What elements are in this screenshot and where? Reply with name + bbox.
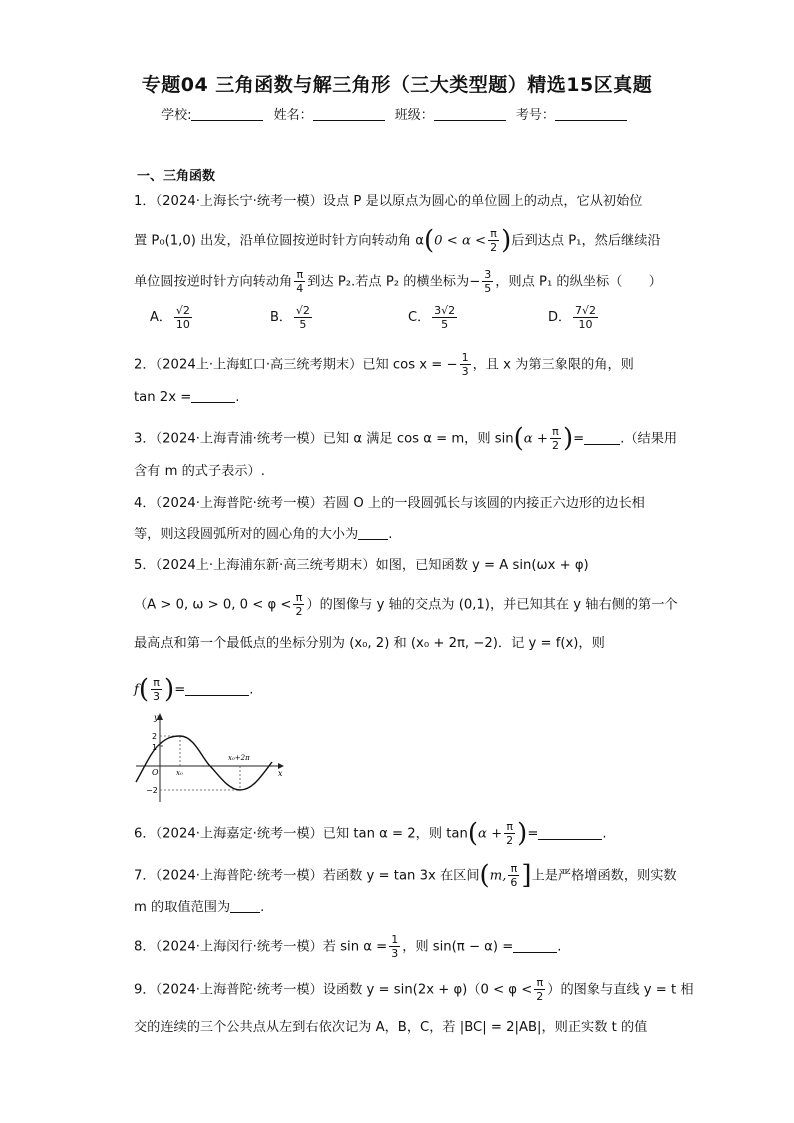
q1-line3: 单位圆按逆时针方向转动角 $\frac{\pi}{4}$ 到达 P₂.若点 P₂ 的横坐标为− $\frac{3}{5}$ ，则点 P₁ 的纵坐标（ ） bbox=[134, 268, 662, 295]
choice-b[interactable]: B． $\frac{√2}{5}$ bbox=[270, 304, 310, 331]
q1-choices bbox=[150, 304, 670, 344]
q7-line1: 7．（2024·上海普陀·统考一模）若函数 y = tan 3x 在区间(m, $\frac{\pi}{6}$ ]上是严格增函数，则实数 bbox=[134, 860, 677, 891]
class-blank[interactable] bbox=[434, 108, 506, 121]
q2-answer-blank[interactable] bbox=[191, 390, 235, 403]
q5-line3: 最高点和第一个最低点的坐标分别为 (x₀, 2) 和 (x₀ + 2π, −2)．记 y = f(x)，则 bbox=[134, 636, 605, 651]
q5-line2: （A > 0, ω > 0, 0 < φ < $\frac{\pi}{2}$ ）的图像与 y 轴的交点为 (0,1)，并已知其在 y 轴右侧的第一个 bbox=[134, 591, 678, 618]
exam-number-label: 考号： bbox=[515, 108, 555, 123]
pi-over-4: $\frac{\pi}{4}$ bbox=[296, 268, 304, 295]
y-tick-neg2: −2 bbox=[146, 786, 158, 795]
q6-answer-blank[interactable] bbox=[538, 827, 602, 840]
section-heading: 一、三角函数 bbox=[137, 169, 216, 184]
q5-line1: 5．（2024上·上海浦东新·高三统考期末）如图，已知函数 y = A sin(ωx + φ) bbox=[134, 558, 589, 573]
q4-line2: 等，则这段圆弧所对的圆心角的大小为 . bbox=[134, 527, 393, 542]
exam-number-blank[interactable] bbox=[555, 108, 627, 121]
school-label: 学校: bbox=[161, 108, 192, 123]
y-tick-1: 1 bbox=[152, 743, 158, 752]
q9-line2: 交的连续的三个公共点从左到右依次记为 A，B，C，若 |BC| = 2|AB|，则正实数 t 的值 bbox=[134, 1020, 648, 1035]
name-blank[interactable] bbox=[313, 108, 385, 121]
three-fifths: $\frac{3}{5}$ bbox=[484, 268, 492, 295]
q2-line2: tan 2x = . bbox=[134, 390, 240, 405]
choice-a[interactable]: A． $\frac{√2}{10}$ bbox=[150, 304, 190, 331]
pi-over-2: $\frac{\pi}{2}$ bbox=[490, 227, 498, 254]
y-axis-label: y bbox=[154, 713, 159, 722]
q1-line1: 1．（2024·上海长宁·统考一模）设点 P 是以原点为圆心的单位圆上的动点，它从初始位 bbox=[134, 194, 643, 209]
page-title: 专题04 三角函数与解三角形（三大类型题）精选15区真题 bbox=[141, 74, 653, 96]
sine-graph-figure bbox=[132, 712, 284, 804]
q1-line2: 置 P₀(1,0) 出发，沿单位圆按逆时针方向转动角 α(0 < α < $\frac{\pi}{2}$ )后到达点 P₁，然后继续沿 bbox=[134, 225, 661, 256]
q7-line2: m 的取值范围为 . bbox=[134, 900, 265, 915]
q9-line1: 9．（2024·上海普陀·统考一模）设函数 y = sin(2x + φ)（0 < φ < $\frac{\pi}{2}$ ）的图象与直线 y = t 相 bbox=[134, 976, 694, 1003]
school-blank[interactable] bbox=[191, 108, 263, 121]
choice-d[interactable]: D． $\frac{7√2}{10}$ bbox=[548, 304, 597, 331]
y-tick-2: 2 bbox=[152, 732, 158, 741]
x0-plus-2pi-label: x₀+2π bbox=[228, 754, 250, 762]
q2-line1: 2．（2024上·上海虹口·高三统考期末）已知 cos x = − $\frac{1}{3}$ ，且 x 为第三象限的角，则 bbox=[134, 351, 634, 378]
class-label: 班级： bbox=[394, 108, 434, 123]
q3-line1: 3．（2024·上海青浦·统考一模）已知 α 满足 cos α = m，则 sin(α + $\frac{\pi}{2}$ )= .（结果用 bbox=[134, 423, 678, 454]
x-axis-label: x bbox=[278, 769, 283, 778]
q4-line1: 4．（2024·上海普陀·统考一模）若圆 O 上的一段圆弧长与该圆的内接正六边形的边长相 bbox=[134, 496, 645, 511]
student-info-line bbox=[0, 104, 794, 123]
q5-line4: f( $\frac{\pi}{3}$ )= . bbox=[134, 674, 254, 705]
choice-c[interactable]: C． $\frac{3√2}{5}$ bbox=[408, 304, 456, 331]
q3-answer-blank[interactable] bbox=[584, 432, 620, 445]
name-label: 姓名： bbox=[273, 108, 313, 123]
q7-answer-blank[interactable] bbox=[230, 900, 260, 913]
q8-line1: 8．（2024·上海闵行·统考一模）若 sin α = $\frac{1}{3}$ ，则 sin(π − α) = . bbox=[134, 933, 562, 960]
q8-answer-blank[interactable] bbox=[513, 940, 557, 953]
q4-answer-blank[interactable] bbox=[358, 527, 388, 540]
q6-line1: 6．（2024·上海嘉定·统考一模）已知 tan α = 2，则 tan(α + $\frac{\pi}{2}$ )= . bbox=[134, 818, 607, 849]
q3-line2: 含有 m 的式子表示）. bbox=[134, 464, 265, 479]
x0-label: x₀ bbox=[176, 769, 183, 777]
origin-label: O bbox=[152, 768, 159, 777]
q5-answer-blank[interactable] bbox=[185, 683, 249, 696]
